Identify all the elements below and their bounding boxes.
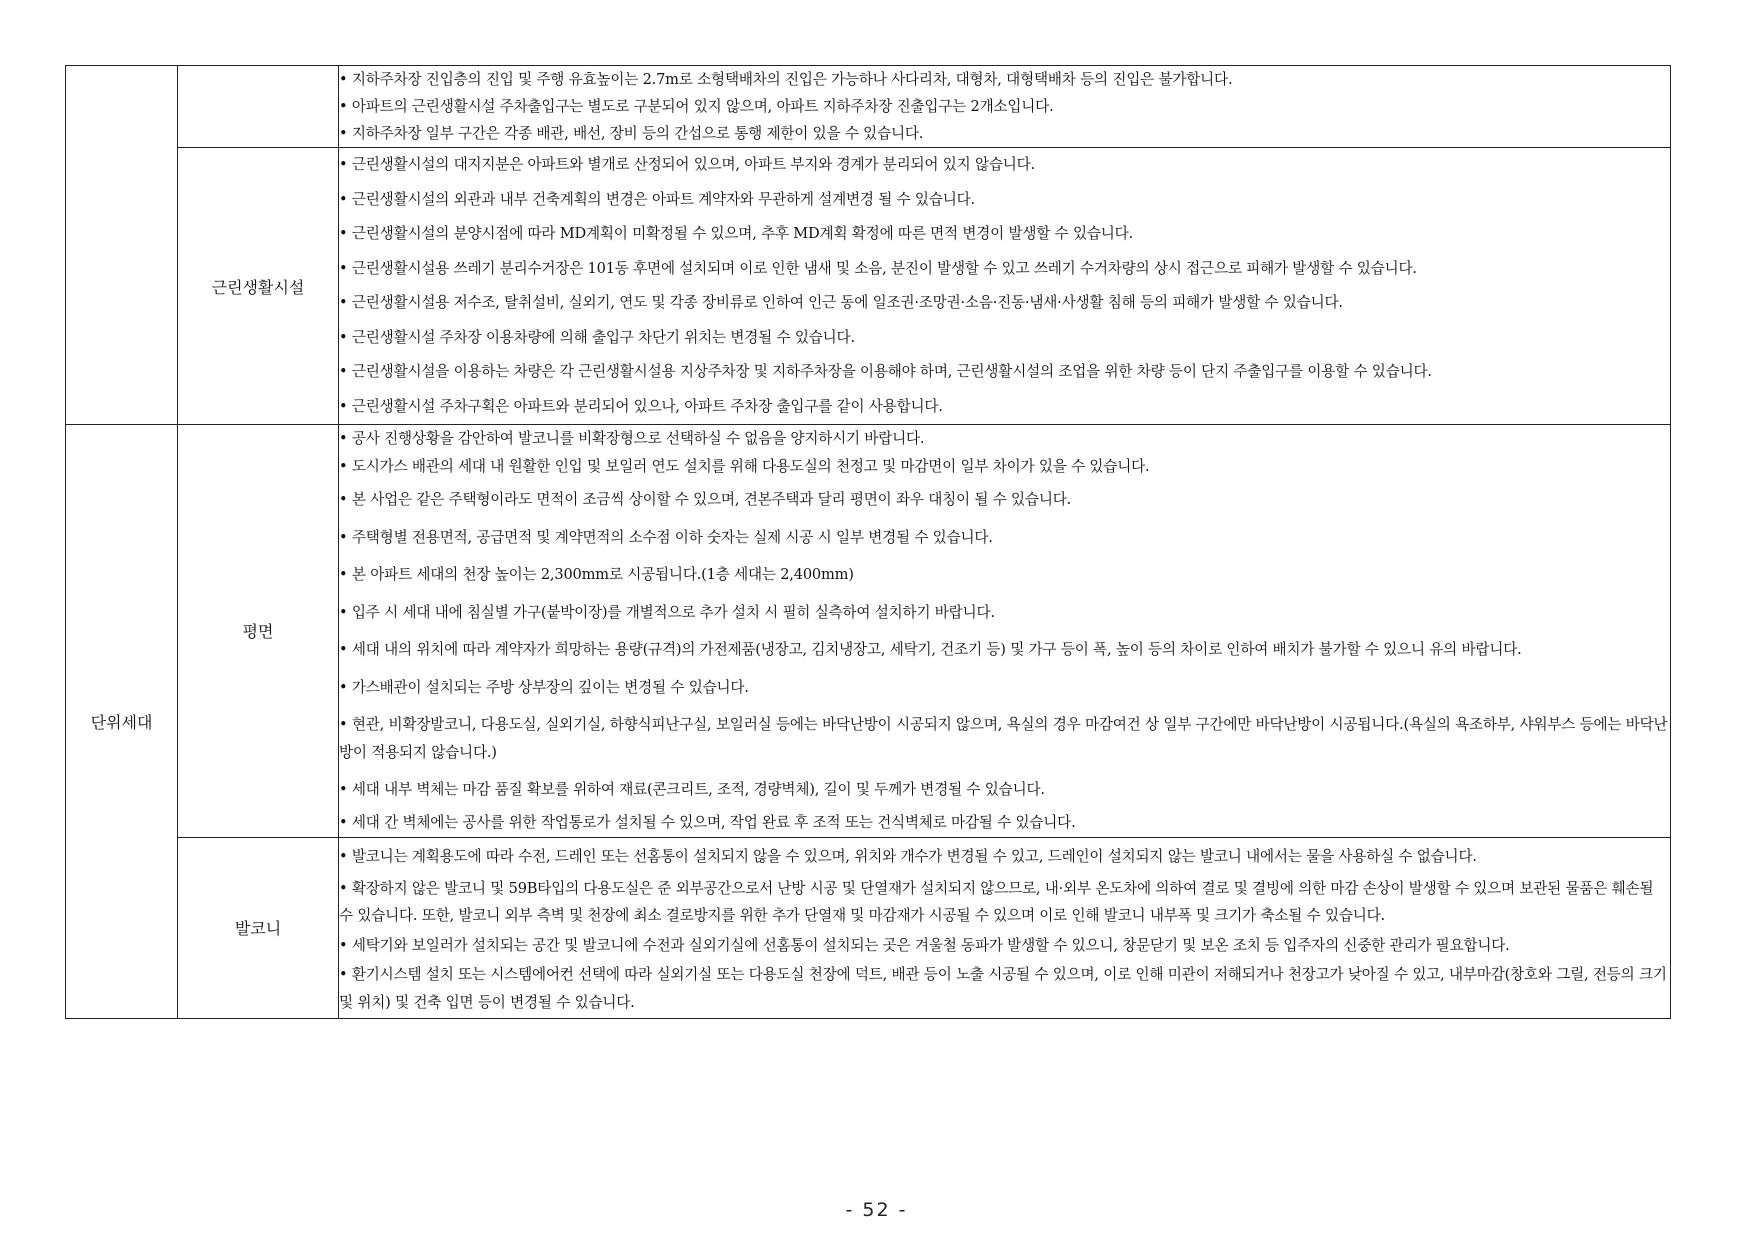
- list-item: • 근린생활시설용 쓰레기 분리수거장은 101동 후면에 설치되며 이로 인한 냄새 및 소음, 분진이 발생할 수 있고 쓰레기 수거차량의 상시 접근으로 피해가 발생할 수 있습니다.: [339, 259, 1417, 277]
- content-cell-commercial: [339, 148, 1671, 425]
- page-number: - 52 -: [845, 1199, 908, 1221]
- subcategory-cell-blank: [178, 66, 339, 148]
- list-item: • 도시가스 배관의 세대 내 원활한 인입 및 보일러 연도 설치를 위해 다용도실의 천정고 및 마감면이 일부 차이가 있을 수 있습니다.: [339, 458, 1150, 475]
- list-item: • 주택형별 전용면적, 공급면적 및 계약면적의 소수점 이하 숫자는 실제 시공 시 일부 변경될 수 있습니다.: [339, 528, 993, 546]
- content-cell-floorplan: [339, 425, 1671, 838]
- category-cell-unit: 단위세대: [66, 425, 178, 1019]
- list-item: • 세대 내의 위치에 따라 계약자가 희망하는 용량(규격)의 가전제품(냉장고, 김치냉장고, 세탁기, 건조기 등) 및 가구 등이 폭, 높이 등의 차이로 인하여 배치가 불가할 수 있으니 유의 바랍니다.: [339, 641, 1522, 658]
- list-item: • 근린생활시설용 저수조, 탈취설비, 실외기, 연도 및 각종 장비류로 인하여 인근 동에 일조권·조망권·소음·진동·냄새·사생활 침해 등의 피해가 발생할 수 있습니다.: [339, 294, 1343, 311]
- list-item: • 근린생활시설 주차구획은 아파트와 분리되어 있으나, 아파트 주차장 출입구를 같이 사용합니다.: [339, 397, 943, 415]
- list-item: • 발코니는 계획용도에 따라 수전, 드레인 또는 선홈통이 설치되지 않을 수 있으며, 위치와 개수가 변경될 수 있고, 드레인이 설치되지 않는 발코니 내에서는 물을 사용하실 수 없습니다.: [339, 847, 1477, 865]
- list-item: • 지하주차장 진입층의 진입 및 주행 유효높이는 2.7m로 소형택배차의 진입은 가능하나 사다리차, 대형차, 대형택배차 등의 진입은 불가합니다.: [339, 71, 1233, 88]
- list-item: • 현관, 비확장발코니, 다용도실, 실외기실, 하향식피난구실, 보일러실 등에는 바닥난방이 시공되지 않으며, 욕실의 경우 마감여건 상 일부 구간에만 바닥난방이 시공됩니다.(욕실의 욕조하부, 샤워부스 등에는 바닥난방이 적용되지 않습니다.): [339, 716, 1668, 761]
- subcategory-cell-commercial: 근린생활시설: [178, 148, 339, 425]
- content-cell-parking: [339, 66, 1671, 148]
- list-item: • 본 아파트 세대의 천장 높이는 2,300mm로 시공됩니다.(1층 세대는 2,400mm): [339, 566, 854, 583]
- list-item: • 근린생활시설 주차장 이용차량에 의해 출입구 차단기 위치는 변경될 수 있습니다.: [339, 328, 855, 346]
- table-row-floorplan: [66, 425, 1671, 838]
- list-item: • 세대 내부 벽체는 마감 품질 확보를 위하여 재료(콘크리트, 조적, 경량벽체), 길이 및 두께가 변경될 수 있습니다.: [339, 781, 1045, 798]
- table-row-balcony: [66, 837, 1671, 1019]
- list-item: • 근린생활시설의 외관과 내부 건축계획의 변경은 아파트 계약자와 무관하게 설계변경 될 수 있습니다.: [339, 190, 975, 208]
- list-item: • 근린생활시설을 이용하는 차량은 각 근린생활시설용 지상주차장 및 지하주차장을 이용해야 하며, 근린생활시설의 조업을 위한 차량 등이 단지 주출입구를 이용할 수 있습니다.: [339, 363, 1432, 380]
- list-item: • 지하주차장 일부 구간은 각종 배관, 배선, 장비 등의 간섭으로 통행 제한이 있을 수 있습니다.: [339, 125, 924, 142]
- list-item: • 세탁기와 보일러가 설치되는 공간 및 발코니에 수전과 실외기실에 선홈통이 설치되는 곳은 겨울철 동파가 발생할 수 있으니, 창문닫기 및 보온 조치 등 입주자의 신중한 관리가 필요합니다.: [339, 936, 1510, 954]
- list-item: • 아파트의 근린생활시설 주차출입구는 별도로 구분되어 있지 않으며, 아파트 지하주차장 진출입구는 2개소입니다.: [339, 98, 1054, 115]
- list-item: • 가스배관이 설치되는 주방 상부장의 깊이는 변경될 수 있습니다.: [339, 678, 749, 696]
- list-item: • 입주 시 세대 내에 침실별 가구(붙박이장)를 개별적으로 추가 설치 시 필히 실측하여 설치하기 바랍니다.: [339, 603, 995, 621]
- list-item: • 확장하지 않은 발코니 및 59B타입의 다용도실은 준 외부공간으로서 난방 시공 및 단열재가 설치되지 않으므로, 내·외부 온도차에 의하여 결로 및 결빙에 의한 마감 손상이 발생할 수 있으며 보관된 물품은 훼손될 수 있습니다. 또한, 발코니 외부 측벽 및 천장에 최소 결로방지를 위한 추가 단열재 및 마감재가 시공될 수 있으며 이로 인해 발코니 내부폭 및 크기가 축소될 수 있습니다.: [339, 879, 1654, 924]
- list-item: • 본 사업은 같은 주택형이라도 면적이 조금씩 상이할 수 있으며, 견본주택과 달리 평면이 좌우 대칭이 될 수 있습니다.: [339, 491, 1072, 508]
- table-row-parking: [66, 66, 1671, 148]
- table-row-commercial: [66, 148, 1671, 425]
- list-item: • 근린생활시설의 대지지분은 아파트와 별개로 산정되어 있으며, 아파트 부지와 경계가 분리되어 있지 않습니다.: [339, 156, 1035, 173]
- content-cell-balcony: [339, 837, 1671, 1019]
- subcategory-cell-balcony: 발코니: [178, 837, 339, 1019]
- subcategory-cell-floorplan: 평면: [178, 425, 339, 838]
- list-item: • 환기시스템 설치 또는 시스템에어컨 선택에 따라 실외기실 또는 다용도실 천장에 덕트, 배관 등이 노출 시공될 수 있으며, 이로 인해 미관이 저해되거나 천장고가 낮아질 수 있고, 내부마감(창호와 그릴, 전등의 크기 및 위치) 및 건축 입면 등이 변경될 수 있습니다.: [339, 966, 1667, 1011]
- list-item: • 근린생활시설의 분양시점에 따라 MD계획이 미확정될 수 있으며, 추후 MD계획 확정에 따른 면적 변경이 발생할 수 있습니다.: [339, 225, 1134, 242]
- list-item: • 세대 간 벽체에는 공사를 위한 작업통로가 설치될 수 있으며, 작업 완료 후 조적 또는 건식벽체로 마감될 수 있습니다.: [339, 813, 1076, 831]
- category-cell-blank: [66, 66, 178, 425]
- notice-table: [65, 65, 1671, 1019]
- list-item: • 공사 진행상황을 감안하여 발코니를 비확장형으로 선택하실 수 없음을 양지하시기 바랍니다.: [339, 430, 925, 447]
